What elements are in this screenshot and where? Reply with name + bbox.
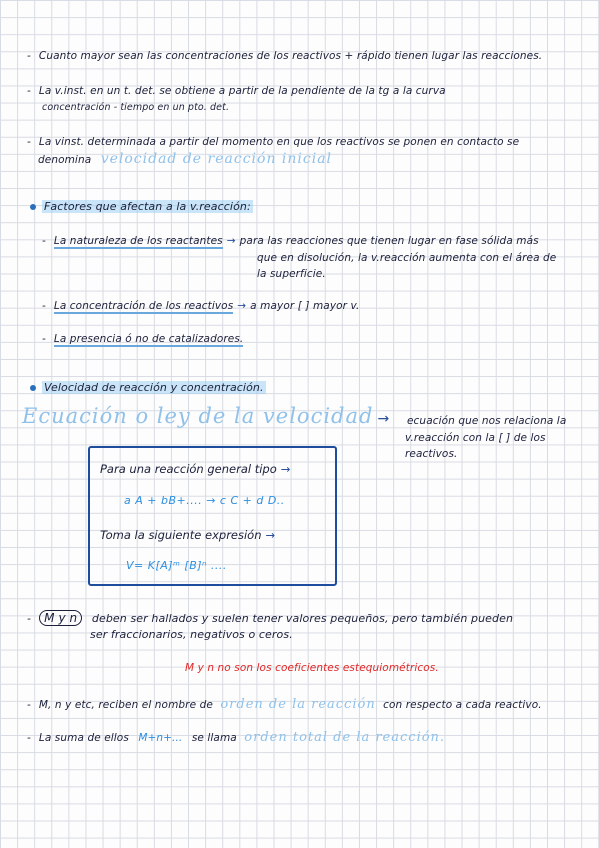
law-desc-text: v.reacción con la [ ] de los [405, 432, 546, 444]
arrow-icon: → [377, 411, 390, 427]
note-total-order [27, 730, 445, 745]
note-text: Cuanto mayor sean las concentraciones de los reactivos + rápido tienen lugar las reacciones. [38, 50, 543, 62]
heading-text: Velocidad de reacción y concentración. [44, 381, 264, 394]
note-text: se llama [191, 732, 237, 744]
note-text: concentración - tiempo en un pto. det. [42, 102, 230, 113]
rate-expression [126, 559, 227, 572]
note-text: denomina [38, 154, 92, 166]
dash-marker: - [42, 235, 46, 247]
law-title-row [22, 404, 393, 428]
factor-1 [42, 235, 539, 247]
arrow-icon: → [280, 462, 291, 476]
law-desc-text: ecuación que nos relaciona la [407, 415, 567, 427]
red-note [185, 662, 439, 674]
dash-marker: - [27, 612, 32, 625]
box-text: Toma la siguiente expresión [100, 528, 262, 542]
arrow-icon: → [226, 235, 236, 247]
highlight-term: orden total de la reacción. [244, 730, 446, 745]
note-line-2-cont [42, 102, 229, 113]
equation-text: a A + bB+.... → c C + d D.. [124, 494, 285, 507]
law-desc-3 [405, 448, 457, 460]
factor-1-cont [257, 252, 556, 264]
factor-text: la superficie. [257, 268, 326, 280]
factor-label: La concentración de los reactivos [53, 300, 234, 312]
note-line-3 [27, 136, 519, 148]
rate-text: V= K[A]ᵐ [B]ⁿ .... [126, 559, 227, 572]
law-desc-2 [405, 432, 546, 444]
box-text: Para una reacción general tipo [100, 462, 277, 476]
arrow-icon: → [265, 528, 276, 542]
circled-exponents: M y n [39, 610, 82, 626]
red-note-text: M y n no son los coeficientes estequiométricos. [185, 662, 439, 674]
dash-marker: - [42, 333, 46, 345]
note-text: con respecto a cada reactivo. [383, 699, 542, 711]
note-line-3-cont [38, 151, 332, 167]
note-exponents-cont [90, 628, 293, 641]
heading-text: Factores que afectan a la v.reacción: [44, 200, 251, 213]
note-text: M, n y etc, reciben el nombre de [38, 699, 213, 711]
general-equation [124, 494, 285, 507]
law-desc-text: reactivos. [405, 448, 458, 460]
note-text: La vinst. determinada a partir del momento en que los reactivos se ponen en contacto se [38, 136, 520, 148]
note-text: La suma de ellos [38, 732, 129, 744]
dash-marker: - [27, 136, 31, 148]
box-line-1 [100, 462, 294, 476]
dash-marker: - [27, 50, 31, 62]
sum-expression: M+n+... [138, 732, 183, 744]
bullet-icon [30, 385, 36, 391]
note-line-1 [27, 50, 542, 62]
formula-box [88, 446, 337, 586]
bullet-icon [30, 204, 36, 210]
note-text: ser fraccionarios, negativos o ceros. [90, 628, 293, 641]
law-desc-1 [407, 415, 566, 427]
note-text: deben ser hallados y suelen tener valores pequeños, pero también pueden [91, 612, 514, 625]
note-order [27, 697, 542, 712]
factors-heading [30, 200, 253, 213]
note-text: La v.inst. en un t. det. se obtiene a partir de la pendiente de la tg a la curva [38, 85, 446, 97]
factor-1-cont-2 [257, 268, 326, 280]
dash-marker: - [42, 300, 46, 312]
factor-text: a mayor [ ] mayor v. [250, 300, 360, 312]
factor-label: La naturaleza de los reactantes [53, 235, 223, 247]
factor-3 [42, 333, 243, 345]
highlight-term: velocidad de reacción inicial [100, 151, 333, 167]
dash-marker: - [27, 699, 31, 711]
section2-heading [30, 381, 266, 394]
factor-text: para las reacciones que tienen lugar en fase sólida más [239, 235, 539, 247]
dash-marker: - [27, 85, 31, 97]
highlight-term: orden de la reacción [220, 697, 376, 712]
factor-2 [42, 300, 359, 312]
factor-text: que en disolución, la v.reacción aumenta con el área de [257, 252, 557, 264]
arrow-icon: → [237, 300, 247, 312]
note-exponents [27, 610, 513, 626]
box-line-2 [100, 528, 279, 542]
note-line-2 [27, 85, 446, 97]
dash-marker: - [27, 732, 31, 744]
law-title: Ecuación o ley de la velocidad [22, 404, 374, 428]
factor-label: La presencia ó no de catalizadores. [53, 333, 244, 345]
